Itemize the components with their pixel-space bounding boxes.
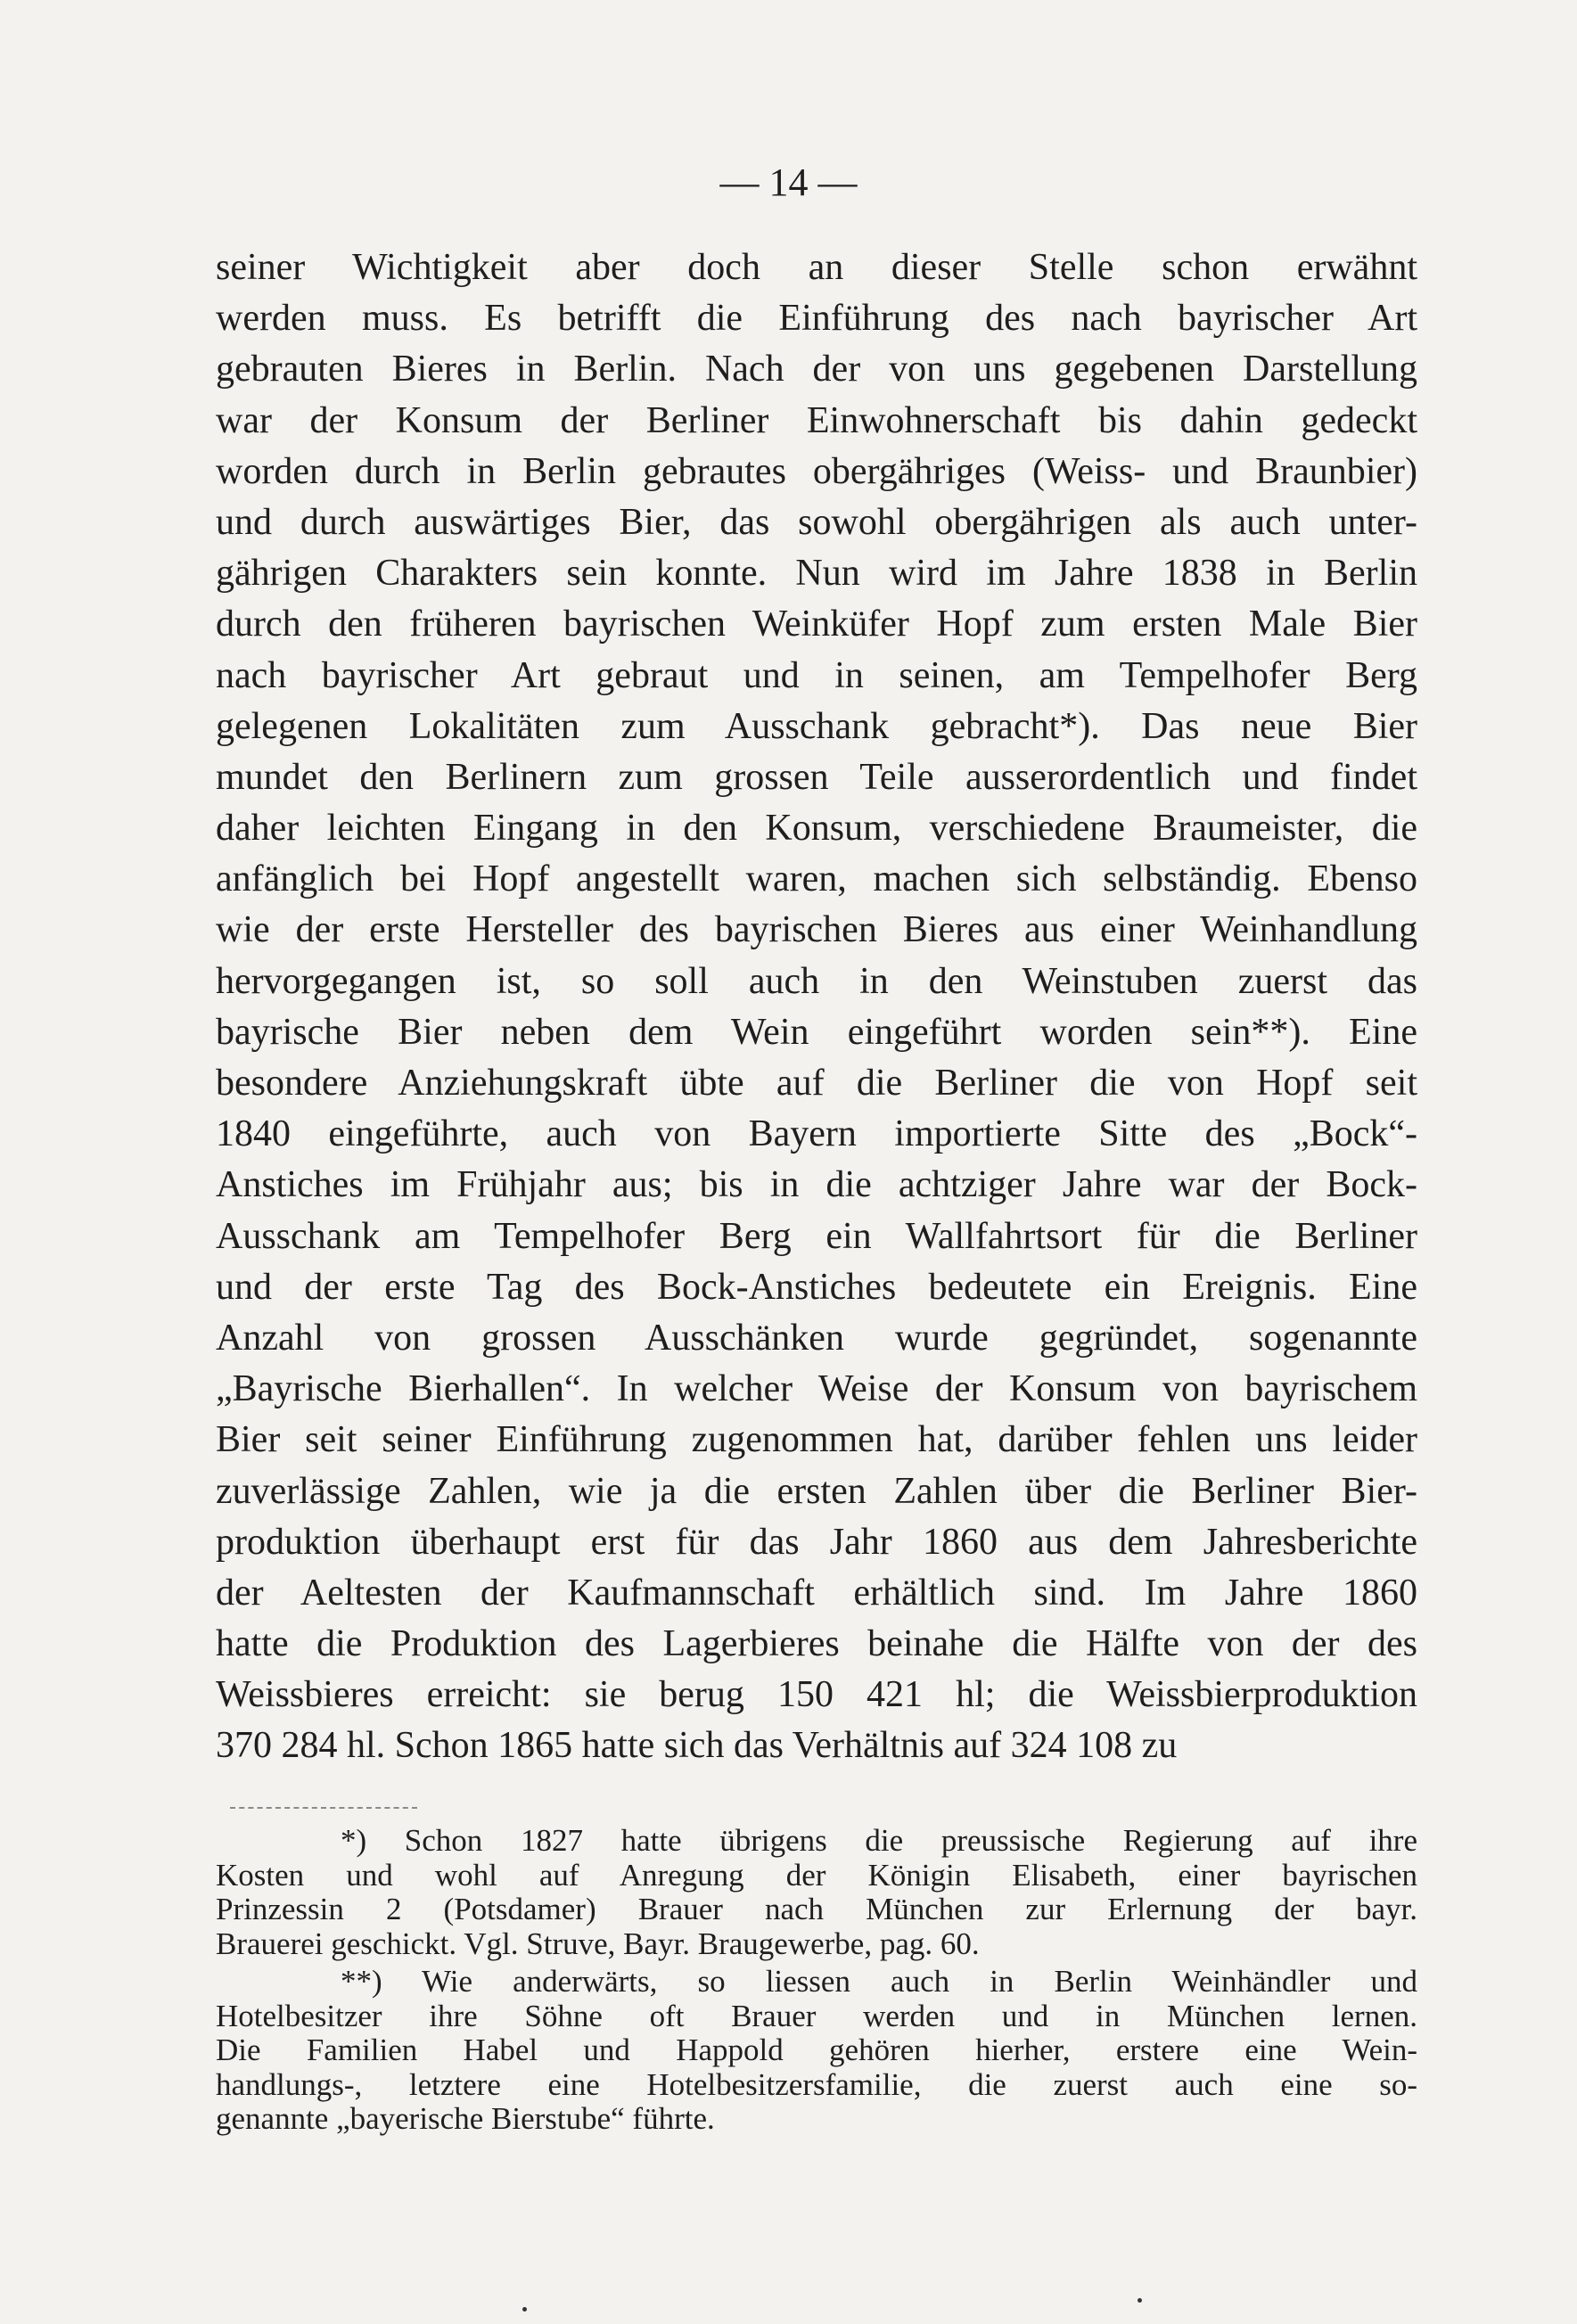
text-line: durch den früheren bayrischen Weinküfer Hopf zum ersten Male Bier [216,604,1417,645]
footnote-line: Brauerei geschickt. Vgl. Struve, Bayr. Braugewerbe, pag. 60. [216,1926,980,1961]
text-line: wie der erste Hersteller des bayrischen Bieres aus einer Weinhandlung [216,909,1417,951]
text-line: Weissbieres erreicht: sie berug 150 421 hl; die Weissbierproduktion [216,1674,1417,1716]
text-line: Ausschank am Tempelhofer Berg ein Wallfahrtsort für die Berliner [216,1215,1417,1257]
text-line: werden muss. Es betrifft die Einführung des nach bayrischer Art [216,298,1417,340]
text-line: Bier seit seiner Einführung zugenommen hat, darüber fehlen uns leider [216,1419,1417,1461]
text-line: anfänglich bei Hopf angestellt waren, machen sich selbständig. Ebenso [216,858,1417,900]
text-line: zuverlässige Zahlen, wie ja die ersten Zahlen über die Berliner Bier- [216,1470,1417,1512]
body-text [216,242,1417,1772]
text-line: mundet den Berlinern zum grossen Teile ausserordentlich und findet [216,756,1417,798]
text-line: hervorgegangen ist, so soll auch in den Weinstuben zuerst das [216,960,1417,1002]
footnote-line: handlungs-, letztere eine Hotelbesitzersfamilie, die zuerst auch eine so- [216,2066,1417,2102]
text-line: seiner Wichtigkeit aber doch an dieser Stelle schon erwähnt [216,247,1417,288]
footnote-1 [216,1824,1417,1961]
footnote-separator [230,1807,417,1809]
footnote-line: Die Familien Habel und Happold gehören hierher, erstere eine Wein- [216,2032,1417,2067]
text-line: gebrauten Bieres in Berlin. Nach der von uns gegebenen Darstellung [216,349,1417,390]
text-line: besondere Anziehungskraft übte auf die Berliner die von Hopf seit [216,1063,1417,1104]
text-line: 1840 eingeführte, auch von Bayern importierte Sitte des „Bock“- [216,1113,1417,1155]
text-line: und der erste Tag des Bock-Anstiches bedeutete ein Ereignis. Eine [216,1266,1417,1308]
text-line: Anstiches im Frühjahr aus; bis in die achtziger Jahre war der Bock- [216,1164,1417,1206]
scan-speck [1138,2298,1142,2303]
footnotes [216,1824,1417,2137]
footnote-line: *) Schon 1827 hatte übrigens die preussische Regierung auf ihre [341,1823,1417,1858]
text-line: und durch auswärtiges Bier, das sowohl obergährigen als auch unter- [216,501,1417,543]
text-line: gelegenen Lokalitäten zum Ausschank gebracht*). Das neue Bier [216,705,1417,747]
text-line: „Bayrische Bierhallen“. In welcher Weise der Konsum von bayrischem [216,1368,1417,1410]
text-line: war der Konsum der Berliner Einwohnerschaft bis dahin gedeckt [216,399,1417,441]
text-line: daher leichten Eingang in den Konsum, verschiedene Braumeister, die [216,808,1417,850]
text-line: gährigen Charakters sein konnte. Nun wird im Jahre 1838 in Berlin [216,553,1417,595]
text-line: worden durch in Berlin gebrautes obergähriges (Weiss- und Braunbier) [216,450,1417,492]
footnote-line: Prinzessin 2 (Potsdamer) Brauer nach München zur Erlernung der bayr. [216,1892,1417,1926]
text-line: der Aeltesten der Kaufmannschaft erhältlich sind. Im Jahre 1860 [216,1572,1417,1614]
text-line: produktion überhaupt erst für das Jahr 1860 aus dem Jahresberichte [216,1521,1417,1563]
page-number: — 14 — [719,160,858,204]
footnote-2 [216,1965,1417,2137]
footnote-line: Kosten und wohl auf Anregung der Königin Elisabeth, einer bayrischen [216,1857,1417,1893]
footnote-line: **) Wie anderwärts, so liessen auch in Berlin Weinhändler und [341,1964,1417,1999]
footnote-line: Hotelbesitzer ihre Söhne oft Brauer werden und in München lernen. [216,1998,1417,2033]
text-line: hatte die Produktion des Lagerbieres beinahe die Hälfte von der des [216,1623,1417,1665]
footnote-line: genannte „bayerische Bierstube“ führte. [216,2101,715,2136]
text-line: 370 284 hl. Schon 1865 hatte sich das Verhältnis auf 324 108 zu [216,1725,1178,1767]
text-line: bayrische Bier neben dem Wein eingeführt worden sein**). Eine [216,1011,1417,1053]
text-line: Anzahl von grossen Ausschänken wurde gegründet, sogenannte [216,1317,1417,1359]
scan-speck [522,2307,527,2312]
text-line: nach bayrischer Art gebraut und in seinen, am Tempelhofer Berg [216,654,1417,696]
